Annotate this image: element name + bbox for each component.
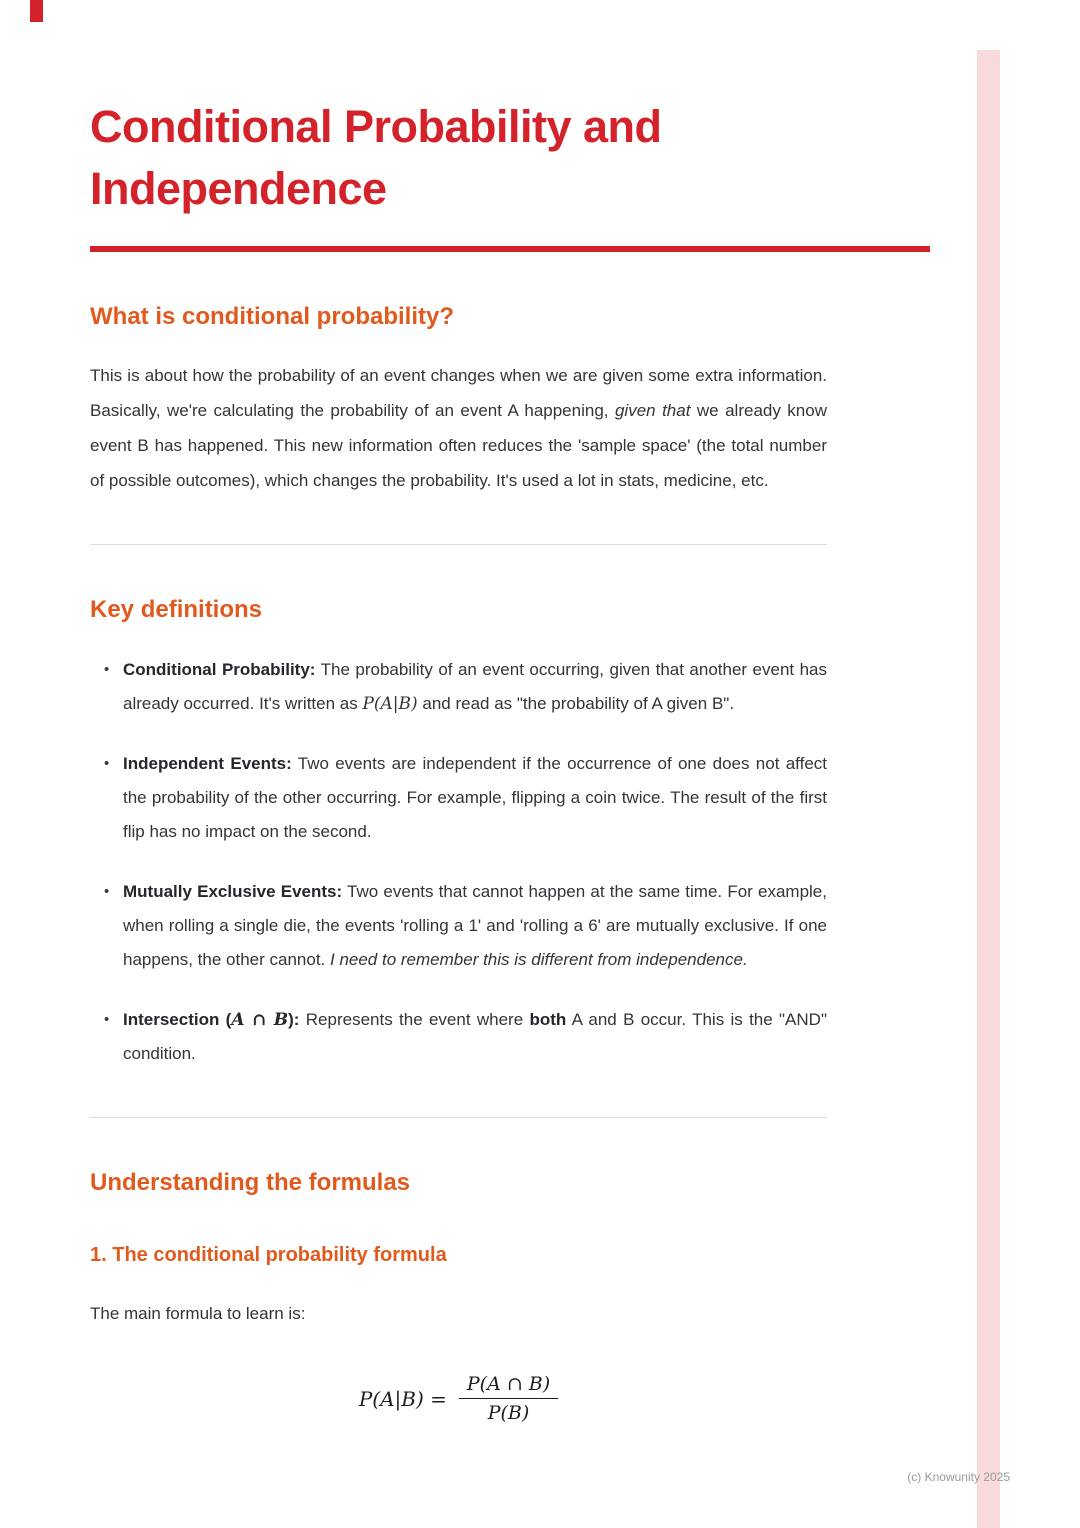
section-divider <box>90 544 827 545</box>
term-label: Intersection ( <box>123 1010 232 1029</box>
term-label: Mutually Exclusive Events: <box>123 882 343 901</box>
math-inline-p-a-given-b: P(A|B) <box>362 694 418 714</box>
definition-text: The probability of an event occurring, given that another event has already occurred. It's written as <box>123 660 827 713</box>
intro-paragraph-text-cont: we already know event B has happened. This new information often reduces the 'sample space' (the total number of possible outcomes), which changes the probability. It's used a lot in stats, medicine, etc. <box>90 401 827 490</box>
term-label-cont: ): <box>288 1010 300 1029</box>
bold-word-both: both <box>529 1010 567 1029</box>
conditional-probability-formula <box>90 1373 827 1424</box>
definition-item-conditional-probability <box>90 653 827 721</box>
page-title-line2: Independence <box>90 163 387 214</box>
definition-item-independent-events <box>90 747 827 849</box>
formula-intro-text: The main formula to learn is: <box>90 1304 306 1323</box>
definition-text: Two events are independent if the occurrence of one does not affect the probability of the other occurring. For example, flipping a coin twice. The result of the first flip has no impact on the second. <box>123 754 827 841</box>
formula-denominator: P(B) <box>487 1402 530 1424</box>
subsection-heading-conditional-probability-formula: 1. The conditional probability formula <box>90 1244 447 1266</box>
definitions-list <box>90 653 827 1071</box>
term-label: Independent Events: <box>123 754 292 773</box>
italic-phrase-given-that: given that <box>614 401 691 420</box>
definition-text-cont: A and B occur. This is the "AND" condition. <box>123 1010 827 1063</box>
math-inline-a-intersect-b: A ∩ B <box>231 1010 289 1030</box>
definition-text: Represents the event where <box>299 1010 530 1029</box>
section-heading-what-is-conditional-probability: What is conditional probability? <box>90 303 454 330</box>
page-title-line1: Conditional Probability and <box>90 101 662 152</box>
intro-paragraph <box>90 358 827 498</box>
definition-text: Two events that cannot happen at the same time. For example, when rolling a single die, the events 'rolling a 1' and 'rolling a 6' are mutually exclusive. If one happens, the other cannot. <box>123 882 827 969</box>
definition-item-intersection <box>90 1003 827 1071</box>
formula-numerator: P(A ∩ B) <box>459 1373 558 1399</box>
formula-fraction <box>459 1373 558 1424</box>
term-label: Conditional Probability: <box>123 660 316 679</box>
section-divider <box>90 1117 827 1118</box>
definition-text-cont: and read as "the probability of A given B". <box>417 694 735 713</box>
title-rule <box>90 246 930 252</box>
page-title <box>90 96 827 220</box>
section-heading-key-definitions: Key definitions <box>90 596 263 623</box>
intro-paragraph-text: This is about how the probability of an event changes when we are given some extra information. Basically, we're calculating the probability of an event A happening, <box>90 366 827 420</box>
personal-note-italic: I need to remember this is different from independence. <box>330 950 748 969</box>
section-heading-understanding-the-formulas: Understanding the formulas <box>90 1169 411 1196</box>
copyright-footer: (c) Knowunity 2025 <box>907 1470 1010 1484</box>
formula-lhs: P(A|B) = <box>358 1386 447 1411</box>
definition-item-mutually-exclusive-events <box>90 875 827 977</box>
